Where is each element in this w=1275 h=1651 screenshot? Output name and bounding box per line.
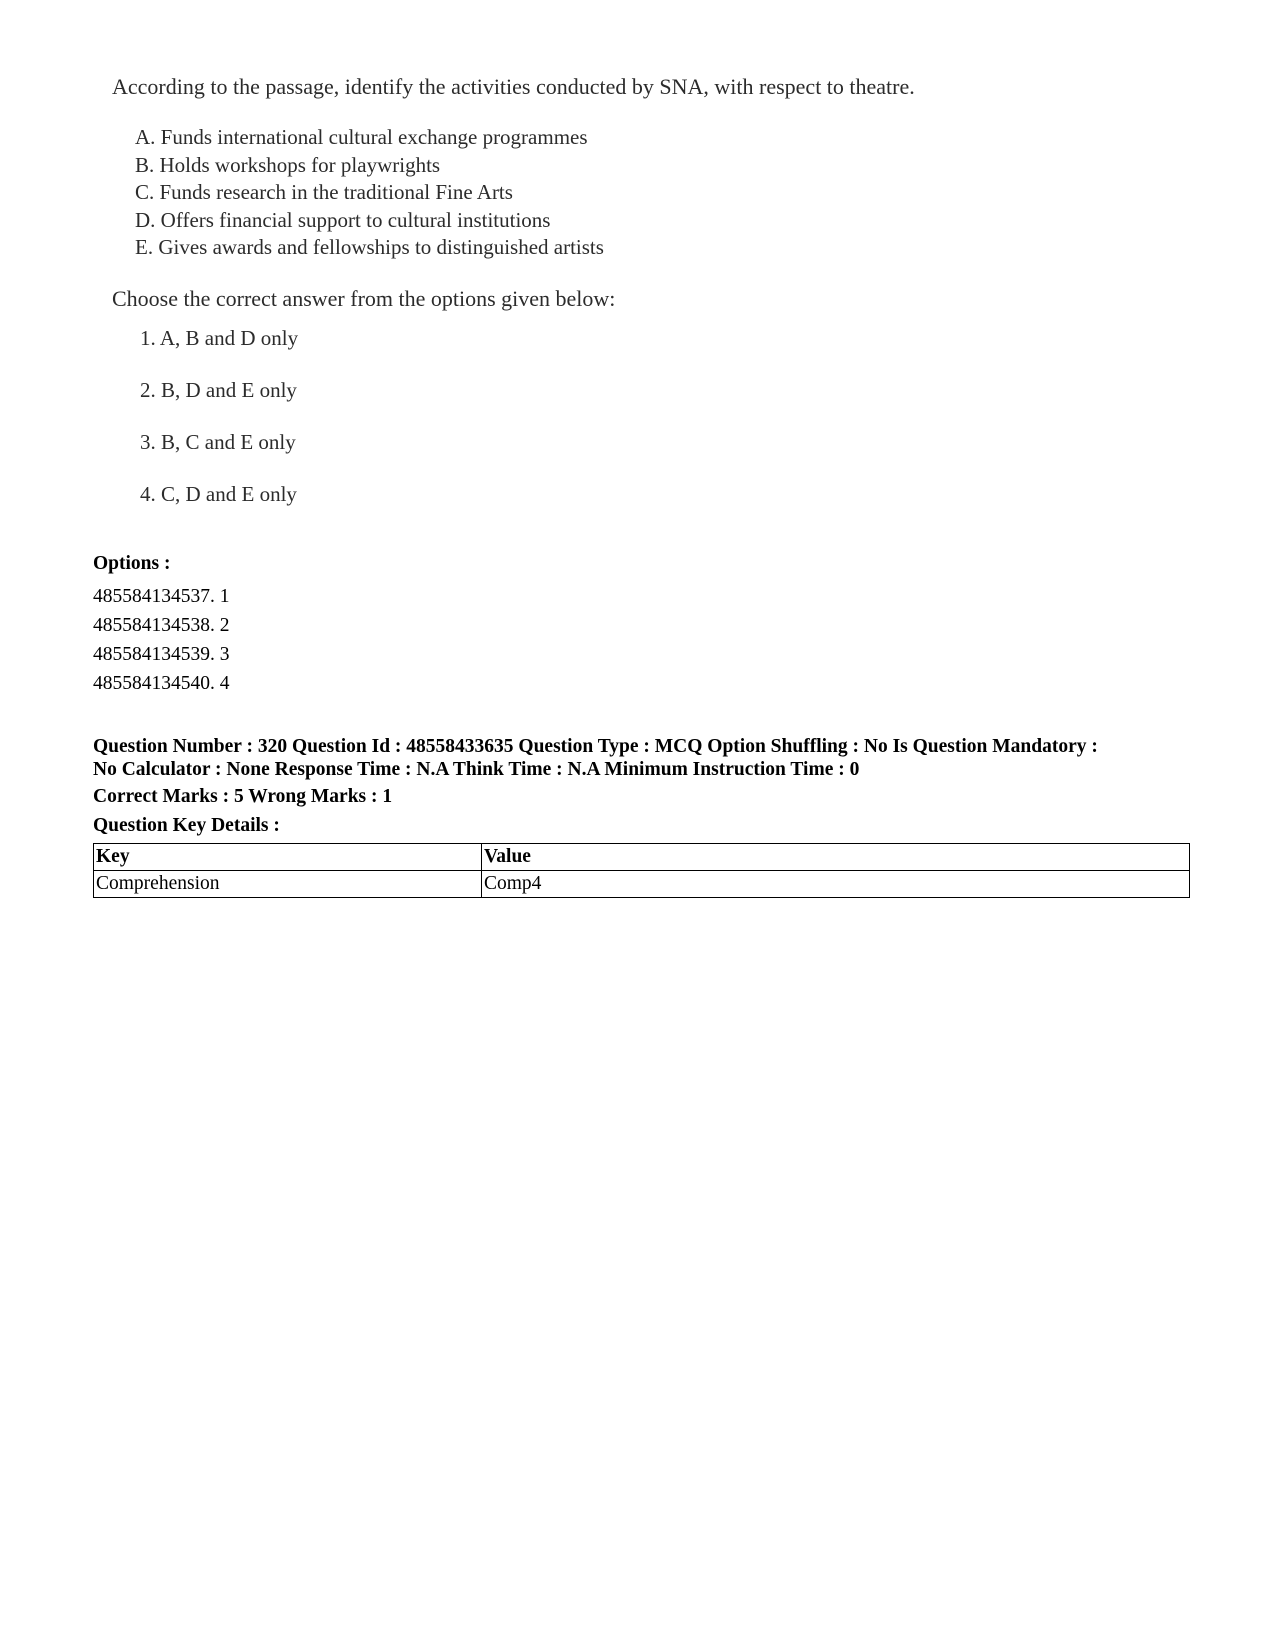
option-item: 485584134539. 3 bbox=[93, 644, 230, 665]
table-header-row bbox=[94, 844, 1190, 871]
answer-instruction: Choose the correct answer from the options given below: bbox=[112, 286, 616, 311]
table-row bbox=[94, 871, 1190, 898]
table-cell-value: Comp4 bbox=[482, 871, 1190, 898]
statement-list bbox=[135, 124, 604, 262]
option-item: 485584134538. 2 bbox=[93, 615, 230, 636]
statement-a: A. Funds international cultural exchange programmes bbox=[135, 125, 588, 149]
key-details-heading: Question Key Details : bbox=[93, 815, 280, 836]
table-header-value: Value bbox=[482, 844, 1190, 871]
statement-e: E. Gives awards and fellowships to distinguished artists bbox=[135, 235, 604, 259]
question-stem: According to the passage, identify the activities conducted by SNA, with respect to theatre. bbox=[112, 74, 915, 99]
choice-1: 1. A, B and D only bbox=[140, 326, 299, 350]
marks-line: Correct Marks : 5 Wrong Marks : 1 bbox=[93, 786, 393, 807]
options-list bbox=[93, 582, 230, 698]
table-cell-key: Comprehension bbox=[94, 871, 482, 898]
table-header-key: Key bbox=[94, 844, 482, 871]
question-meta bbox=[93, 735, 1193, 781]
choice-4: 4. C, D and E only bbox=[140, 482, 297, 506]
question-meta-line-1: Question Number : 320 Question Id : 48558433635 Question Type : MCQ Option Shuffling : No Is Question Mandatory : bbox=[93, 736, 1098, 757]
choice-2: 2. B, D and E only bbox=[140, 378, 297, 402]
option-item: 485584134540. 4 bbox=[93, 673, 230, 694]
options-heading: Options : bbox=[93, 553, 171, 574]
option-item: 485584134537. 1 bbox=[93, 586, 230, 607]
statement-d: D. Offers financial support to cultural institutions bbox=[135, 207, 551, 232]
statement-b: B. Holds workshops for playwrights bbox=[135, 152, 441, 177]
choice-3: 3. B, C and E only bbox=[140, 430, 296, 454]
statement-c: C. Funds research in the traditional Fine Arts bbox=[135, 180, 513, 204]
question-meta-line-2: No Calculator : None Response Time : N.A Think Time : N.A Minimum Instruction Time : 0 bbox=[93, 759, 860, 780]
key-details-table bbox=[93, 843, 1190, 898]
